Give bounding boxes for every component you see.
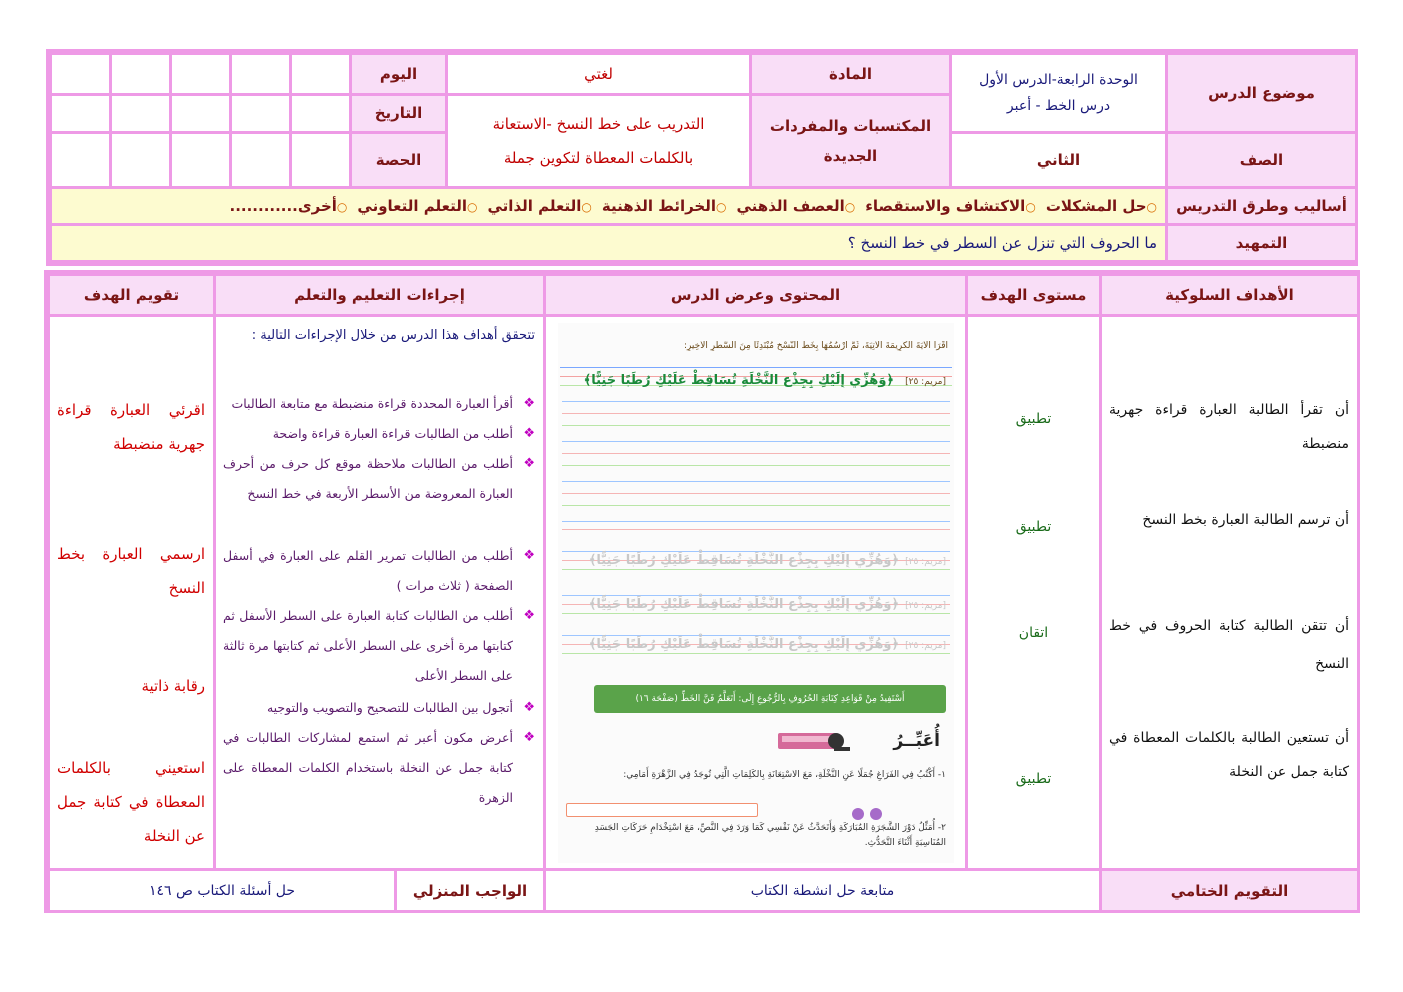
procedure-item — [223, 541, 535, 601]
procedure-text: أطلب من الطالبات قراءة العبارة قراءة واضحة — [272, 426, 513, 441]
method-item — [737, 197, 856, 215]
level-item: تطبيق — [1015, 519, 1052, 535]
methods-label: أساليب وطرق التدريس — [1167, 187, 1357, 225]
trace-verse-ref: [مريم: ٢٥] — [905, 601, 946, 611]
circle-icon: ○ — [336, 200, 348, 215]
trace-verse-ref: [مريم: ٢٥] — [905, 557, 946, 567]
homework-label: الواجب المنزلي — [396, 871, 544, 910]
procedure-text: أطلب من الطالبات ملاحظة موقع كل حرف من أحرف العبارة المعروضة من الأسطر الأربعة في خط النسخ — [223, 456, 513, 501]
method-item — [1046, 197, 1157, 215]
diamond-bullet-icon: ❖ — [523, 608, 535, 623]
method-label: العصف الذهني — [736, 197, 845, 216]
method-label: التعلم الذاتي — [487, 197, 582, 216]
empty-cell — [291, 133, 351, 188]
trace-verse-row — [562, 551, 950, 577]
method-label: الخرائط الذهنية — [601, 197, 717, 216]
circle-icon: ○ — [467, 200, 478, 215]
final-label: التقويم الختامي — [1101, 870, 1359, 912]
procedures-column — [215, 316, 545, 870]
diamond-bullet-icon: ❖ — [523, 548, 535, 563]
level-column — [967, 316, 1101, 870]
diamond-bullet-icon: ❖ — [523, 700, 535, 715]
intro-label: التمهيد — [1167, 225, 1357, 262]
procedure-text: أعرض مكون أعبر ثم استمع لمشاركات الطالبات في كتابة جمل عن النخلة باستخدام الكلمات المعطاة على الزهرة — [223, 730, 513, 805]
procedure-text: أطلب من الطالبات كتابة العبارة على السطر الأسفل ثم كتابتها مرة أخرى على السطر الأعلى ثم كتابتها مرة ثالثة على السطر الأعلى — [223, 608, 513, 683]
trace-verse-words: ﴿وَهُزِّي إِلَيْكِ بِجِذْعِ النَّخْلَةِ تُسَاقِطْ عَلَيْكِ رُطَبًا جَنِيًّا﴾ — [588, 637, 900, 652]
header-table — [49, 52, 1358, 263]
level-item: اتقان — [1018, 625, 1049, 641]
task-1: ١- أَكْتُبُ فِي الفَرَاغِ جُمَلًا عَنِ النَّخْلَةِ، مَعَ الاسْتِعَانَةِ بِالكَلِمَاتِ الَّتِي تُوجَدُ فِي الزَّهْرَةِ أَمَامِي: — [623, 770, 946, 780]
procedure-item — [223, 601, 535, 693]
topic-line-2: درس الخط - أعبر — [1006, 98, 1111, 115]
book-icon — [774, 727, 854, 755]
empty-cell — [51, 133, 111, 188]
header-frame — [46, 49, 1358, 266]
header-procedures: إجراءات التعليم والتعلم — [215, 275, 545, 316]
express-title: أُعَبِّــرُ — [893, 731, 940, 751]
diamond-bullet-icon: ❖ — [523, 456, 535, 471]
flower-dots — [828, 805, 888, 815]
methods-list — [51, 187, 1167, 225]
verse-text: ﴿وَهُزِّي إِلَيْكِ بِجِذْعِ النَّخْلَةِ تُسَاقِطْ عَلَيْكِ رُطَبًا جَنِيًّا﴾ — [583, 373, 895, 388]
vocab-value — [447, 94, 751, 187]
procedures-list — [223, 389, 535, 813]
level-item: تطبيق — [1015, 411, 1052, 427]
procedure-item — [223, 389, 535, 419]
empty-cell — [291, 94, 351, 133]
method-label: التعلم التعاوني — [357, 197, 468, 216]
subject-label: المادة — [751, 54, 951, 95]
circle-icon: ○ — [716, 200, 727, 215]
main-table — [47, 273, 1360, 913]
diamond-bullet-icon: ❖ — [523, 396, 535, 411]
evaluation-item: استعيني بالكلمات المعطاة في كتابة جمل عن النخلة — [57, 759, 205, 845]
task-2: ٢- أُمَثِّلُ دَوْرَ الشَّجَرَةِ المُبَارَكَةِ وَأَتَحَدَّثُ عَنْ نَفْسِي كَمَا وَرَدَ فِي النَّصِّ، مَعَ اسْتِخْدَامِ حَرَكَاتِ الجَسَدِ المُنَاسِبَةِ أَثْنَاءَ التَّحَدُّثِ. — [594, 823, 946, 848]
method-item — [865, 197, 1036, 215]
trace-verse-words: ﴿وَهُزِّي إِلَيْكِ بِجِذْعِ النَّخْلَةِ تُسَاقِطْ عَلَيْكِ رُطَبًا جَنِيًّا﴾ — [588, 553, 900, 568]
main-frame — [44, 270, 1360, 913]
empty-cell — [171, 54, 231, 95]
book-page — [558, 323, 954, 863]
level-item: تطبيق — [1015, 771, 1052, 787]
intro-value: ما الحروف التي تنزل عن السطر في خط النسخ ؟ — [51, 225, 1167, 262]
diamond-bullet-icon: ❖ — [523, 426, 535, 441]
homework-value: حل أسئلة الكتاب ص ١٤٦ — [50, 871, 396, 910]
vocab-label — [751, 94, 951, 187]
trace-verse-ref: [مريم: ٢٥] — [905, 641, 946, 651]
book-instruction: أَقْرَأُ الآيَةَ الكَرِيمَةَ الآتِيَةَ، ثُمَّ أَرْسُمُهَا بِخَطِّ النَّسْخِ مُبْتَدِئًا مِنَ السَّطْرِ الأَخِيرِ: — [683, 341, 948, 351]
procedure-text: أتجول بين الطالبات للتصحيح والتصويب والتوجيه — [266, 700, 513, 715]
empty-cell — [231, 54, 291, 95]
trace-verse-text — [566, 593, 946, 612]
diamond-bullet-icon: ❖ — [523, 730, 535, 745]
header-level: مستوى الهدف — [967, 275, 1101, 316]
period-label: الحصة — [351, 133, 447, 188]
circle-icon: ○ — [581, 200, 592, 215]
objective-item: أن ترسم الطالبة العبارة بخط النسخ — [1142, 512, 1349, 528]
learn-banner: أَسْتَفِيدُ مِنْ قَوَاعِدِ كِتَابَةِ الحُرُوفِ بِالرُّجُوعِ إِلَى: أَتَعَلَّمُ فَنَّ الخَطِّ (صَفْحَة ١٦) — [594, 685, 946, 713]
circle-icon: ○ — [1025, 200, 1036, 215]
trace-verse-rows — [562, 551, 950, 661]
evaluation-item: رقابة ذاتية — [141, 677, 205, 695]
trace-verse-text — [566, 633, 946, 652]
trace-verse-words: ﴿وَهُزِّي إِلَيْكِ بِجِذْعِ النَّخْلَةِ تُسَاقِطْ عَلَيْكِ رُطَبًا جَنِيًّا﴾ — [588, 597, 900, 612]
method-label: أخرى............ — [229, 197, 337, 216]
vocab-line-2: بالكلمات المعطاة لتكوين جملة — [503, 148, 694, 167]
empty-cell — [291, 54, 351, 95]
empty-cell — [111, 54, 171, 95]
homework-row — [49, 870, 545, 912]
method-label: الاكتشاف والاستقصاء — [865, 197, 1026, 216]
method-item — [488, 197, 592, 215]
circle-icon: ○ — [844, 200, 856, 215]
circle-icon: ○ — [1146, 200, 1157, 215]
method-item — [230, 197, 348, 215]
empty-cell — [51, 94, 111, 133]
empty-cell — [51, 54, 111, 95]
empty-cell — [231, 133, 291, 188]
procedure-item — [223, 693, 535, 723]
writing-lines-upper — [562, 401, 950, 531]
method-item — [357, 197, 477, 215]
trace-verse-row — [562, 635, 950, 661]
procedure-item — [223, 723, 535, 813]
grade-value: الثاني — [951, 133, 1167, 188]
method-label: حل المشكلات — [1045, 197, 1147, 216]
verse-ref: [مريم: ٢٥] — [905, 377, 946, 387]
content-column — [545, 316, 967, 870]
method-item — [602, 197, 727, 215]
procedure-item — [223, 449, 535, 541]
topic-line-1: الوحدة الرابعة-الدرس الأول — [979, 72, 1138, 89]
date-label: التاريخ — [351, 94, 447, 133]
subject-value: لغتي — [447, 54, 751, 95]
header-evaluation: تقويم الهدف — [49, 275, 215, 316]
evaluation-item: ارسمي العبارة بخط النسخ — [57, 545, 205, 597]
header-content: المحتوى وعرض الدرس — [545, 275, 967, 316]
objective-item: أن تقرأ الطالبة العبارة قراءة جهرية منضبطة — [1109, 402, 1349, 452]
evaluation-item: اقرئي العبارة قراءة جهرية منضبطة — [57, 401, 205, 453]
topic-value — [951, 54, 1167, 133]
empty-cell — [171, 94, 231, 133]
trace-verse-row — [562, 595, 950, 621]
procedure-text: أطلب من الطالبات تمرير القلم على العبارة في أسفل الصفحة ( ثلاث مرات ) — [223, 548, 513, 593]
procedures-intro: تتحقق أهداف هذا الدرس من خلال الإجراءات التالية : — [251, 328, 535, 343]
header-objectives: الأهداف السلوكية — [1101, 275, 1359, 316]
empty-cell — [231, 94, 291, 133]
objective-item: أن تتقن الطالبة كتابة الحروف في خط النسخ — [1109, 618, 1349, 672]
topic-label: موضوع الدرس — [1167, 54, 1357, 133]
empty-cell — [171, 133, 231, 188]
grade-label: الصف — [1167, 133, 1357, 188]
final-value: متابعة حل انشطة الكتاب — [545, 870, 1101, 912]
objectives-column — [1101, 316, 1359, 870]
answer-box — [566, 803, 758, 817]
trace-verse-text — [566, 549, 946, 568]
vocab-line-1: التدريب على خط النسخ -الاستعانة — [492, 114, 705, 133]
procedure-item — [223, 419, 535, 449]
objective-item: أن تستعين الطالبة بالكلمات المعطاة في كتابة جمل عن النخلة — [1109, 730, 1349, 780]
procedure-text: أقرأ العبارة المحددة قراءة منضبطة مع متابعة الطالبات — [231, 396, 513, 411]
empty-cell — [111, 133, 171, 188]
empty-cell — [111, 94, 171, 133]
vocab-label-text: المكتسبات والمفردات الجديدة — [769, 116, 932, 165]
evaluation-column — [49, 316, 215, 870]
day-label: اليوم — [351, 54, 447, 95]
book-verse — [566, 369, 946, 388]
